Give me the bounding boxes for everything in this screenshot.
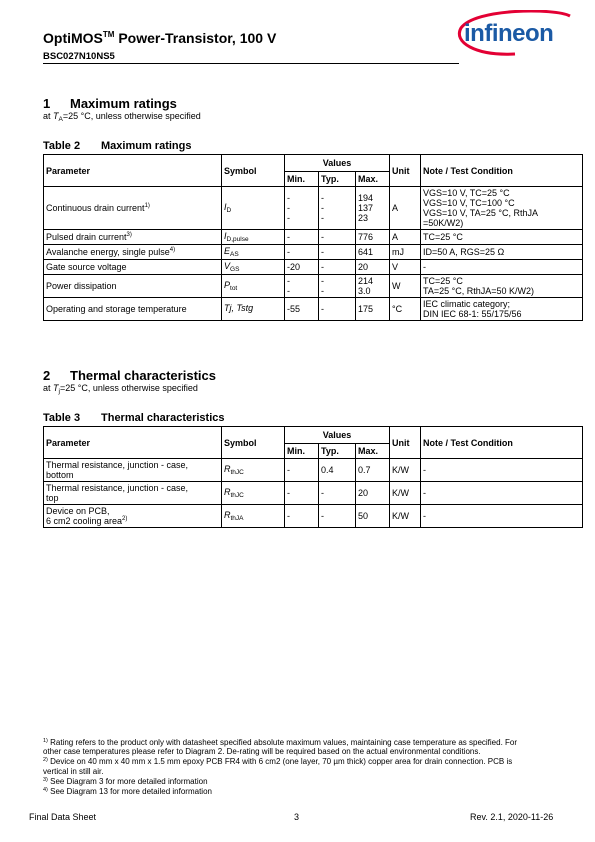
cell-min: - - bbox=[285, 275, 319, 298]
cell-unit: W bbox=[390, 275, 421, 298]
cell-unit: K/W bbox=[390, 505, 421, 528]
section-2-condition: at $T_j=25$ °C, unless otherwise specified bbox=[43, 383, 198, 395]
cell-min: -20 bbox=[285, 260, 319, 275]
footnote: $^{4)}$ See Diagram 13 for more detailed information bbox=[43, 787, 212, 797]
cell-typ: - - - bbox=[319, 187, 356, 230]
cell-unit: °C bbox=[390, 298, 421, 321]
thermal-characteristics-table bbox=[43, 426, 583, 528]
cell-max: 20 bbox=[356, 260, 390, 275]
cell-symbol: $R_{thJC}$ bbox=[222, 482, 285, 505]
cell-min: -55 bbox=[285, 298, 319, 321]
cell-parameter: Gate source voltage bbox=[44, 260, 222, 275]
infineon-logo: infineon bbox=[455, 10, 580, 60]
cell-symbol: $R_{thJA}$ bbox=[222, 505, 285, 528]
cell-typ: - bbox=[319, 505, 356, 528]
part-number: BSC027N10NS5 bbox=[43, 51, 115, 62]
cell-symbol: $R_{thJC}$ bbox=[222, 459, 285, 482]
cell-min: - - - bbox=[285, 187, 319, 230]
cell-note: - bbox=[421, 505, 583, 528]
cell-max: 50 bbox=[356, 505, 390, 528]
header-typ: Typ. bbox=[319, 172, 356, 187]
cell-symbol: $I_{D,pulse}$ bbox=[222, 230, 285, 245]
header-max: Max. bbox=[356, 444, 390, 459]
footnote: $^{2)}$ Device on 40 mm x 40 mm x 1.5 mm epoxy PCB FR4 with 6 cm2 (one layer, 70 µm thick) copper area for drain connection. PCB is vertical in still air. bbox=[43, 757, 513, 776]
cell-symbol: $E_{AS}$ bbox=[222, 245, 285, 260]
cell-parameter: Pulsed drain current$^{3)}$ bbox=[44, 230, 222, 245]
cell-typ: - bbox=[319, 230, 356, 245]
header-symbol: Symbol bbox=[222, 155, 285, 187]
cell-min: - bbox=[285, 482, 319, 505]
cell-note: - bbox=[421, 260, 583, 275]
cell-max: 20 bbox=[356, 482, 390, 505]
cell-min: - bbox=[285, 245, 319, 260]
cell-unit: A bbox=[390, 187, 421, 230]
cell-parameter: Operating and storage temperature bbox=[44, 298, 222, 321]
header-note: Note / Test Condition bbox=[421, 155, 583, 187]
cell-typ: - - bbox=[319, 275, 356, 298]
cell-parameter: Thermal resistance, junction - case, top bbox=[44, 482, 222, 505]
cell-parameter: Device on PCB, 6 cm2 cooling area$^{2)}$ bbox=[44, 505, 222, 528]
header-max: Max. bbox=[356, 172, 390, 187]
cell-typ: - bbox=[319, 245, 356, 260]
cell-note: TC=25 °C TA=25 °C, RthJA=50 K/W2) bbox=[421, 275, 583, 298]
footnote: $^{1)}$ Rating refers to the product only with datasheet specified absolute maximum values, maintaining case temperature as specified. For other case temperatures please refer to Diagram 2. De-rating will be required based on the actual environmental conditions. bbox=[43, 738, 518, 757]
header-unit: Unit bbox=[390, 155, 421, 187]
header-unit: Unit bbox=[390, 427, 421, 459]
cell-symbol: $P_{tot}$ bbox=[222, 275, 285, 298]
cell-max: 641 bbox=[356, 245, 390, 260]
cell-parameter: Power dissipation bbox=[44, 275, 222, 298]
section-1-condition: at $T_A=25$ °C, unless otherwise specified bbox=[43, 111, 201, 123]
cell-typ: - bbox=[319, 298, 356, 321]
cell-max: 214 3.0 bbox=[356, 275, 390, 298]
header-min: Min. bbox=[285, 444, 319, 459]
maximum-ratings-table bbox=[43, 154, 583, 321]
header-min: Min. bbox=[285, 172, 319, 187]
cell-typ: - bbox=[319, 482, 356, 505]
table-row bbox=[44, 459, 583, 482]
header-rule bbox=[43, 63, 459, 64]
table-row bbox=[44, 187, 583, 230]
footer-left: Final Data Sheet bbox=[29, 812, 97, 822]
section-2-heading: 2 Thermal characteristics bbox=[43, 368, 216, 383]
cell-parameter: Thermal resistance, junction - case, bottom bbox=[44, 459, 222, 482]
cell-note: - bbox=[421, 482, 583, 505]
footnote: $^{3)}$ See Diagram 3 for more detailed information bbox=[43, 776, 208, 786]
footnotes bbox=[43, 737, 523, 796]
page-number: 3 bbox=[294, 812, 300, 822]
header-values: Values bbox=[285, 427, 390, 444]
table-row bbox=[44, 298, 583, 321]
document-title: OptiMOS™ Power-Transistor, 100 V bbox=[43, 30, 277, 46]
cell-unit: K/W bbox=[390, 482, 421, 505]
table-3-caption: Table 3 Thermal characteristics bbox=[43, 412, 225, 424]
cell-typ: - bbox=[319, 260, 356, 275]
cell-typ: 0.4 bbox=[319, 459, 356, 482]
table-row bbox=[44, 275, 583, 298]
cell-note: IEC climatic category; DIN IEC 68-1: 55/175/56 bbox=[421, 298, 583, 321]
table-row bbox=[44, 230, 583, 245]
table-row bbox=[44, 505, 583, 528]
table-row bbox=[44, 260, 583, 275]
header-values: Values bbox=[285, 155, 390, 172]
header-parameter: Parameter bbox=[44, 155, 222, 187]
cell-min: - bbox=[285, 230, 319, 245]
cell-symbol: $V_{GS}$ bbox=[222, 260, 285, 275]
cell-max: 194 137 23 bbox=[356, 187, 390, 230]
cell-max: 175 bbox=[356, 298, 390, 321]
cell-note: ID=50 A, RGS=25 Ω bbox=[421, 245, 583, 260]
cell-note: VGS=10 V, TC=25 °C VGS=10 V, TC=100 °C VGS=10 V, TA=25 °C, RthJA =50K/W2) bbox=[421, 187, 583, 230]
cell-min: - bbox=[285, 459, 319, 482]
cell-parameter: Continuous drain current$^{1)}$ bbox=[44, 187, 222, 230]
table-2-caption: Table 2 Maximum ratings bbox=[43, 140, 192, 152]
header-note: Note / Test Condition bbox=[421, 427, 583, 459]
cell-max: 776 bbox=[356, 230, 390, 245]
cell-max: 0.7 bbox=[356, 459, 390, 482]
cell-note: TC=25 °C bbox=[421, 230, 583, 245]
cell-parameter: Avalanche energy, single pulse$^{4)}$ bbox=[44, 245, 222, 260]
cell-symbol: $I_D$ bbox=[222, 187, 285, 230]
table-row bbox=[44, 245, 583, 260]
section-1-heading: 1 Maximum ratings bbox=[43, 96, 177, 111]
header-symbol: Symbol bbox=[222, 427, 285, 459]
footer-right: Rev. 2.1, 2020-11-26 bbox=[470, 812, 554, 822]
cell-note: - bbox=[421, 459, 583, 482]
cell-symbol: Tj, Tstg bbox=[222, 298, 285, 321]
cell-unit: V bbox=[390, 260, 421, 275]
cell-min: - bbox=[285, 505, 319, 528]
header-typ: Typ. bbox=[319, 444, 356, 459]
cell-unit: K/W bbox=[390, 459, 421, 482]
cell-unit: A bbox=[390, 230, 421, 245]
cell-unit: mJ bbox=[390, 245, 421, 260]
header-parameter: Parameter bbox=[44, 427, 222, 459]
table-row bbox=[44, 482, 583, 505]
